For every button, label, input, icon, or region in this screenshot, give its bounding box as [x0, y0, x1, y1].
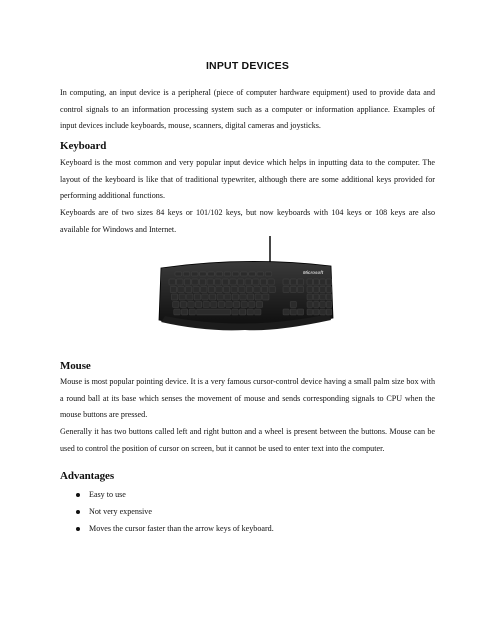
- navigation-key: [297, 279, 303, 285]
- keyboard-paragraph-2: Keyboards are of two sizes 84 keys or 101/102 keys, but now keyboards with 104 keys or 108 keys are also available for Windows and Internet.: [60, 208, 435, 234]
- key: [207, 279, 213, 285]
- keyboard-paragraph-1: Keyboard is the most common and very popular input device which helps in inputting data to the computer. The layout of the keyboard is like that of traditional typewriter, although there are some additional keys provided for performing additional functions.: [60, 158, 435, 201]
- key: [208, 287, 214, 293]
- mouse-paragraph-1: Mouse is most popular pointing device. It is a very famous cursor-control device having a small palm size box with a round ball at its base which senses the movement of mouse and sends corresponding signals to CPU when the mouse buttons are pressed.: [60, 377, 435, 420]
- numpad-key: [313, 302, 319, 308]
- function-key: [216, 272, 223, 276]
- key: [184, 279, 190, 285]
- numpad-key: [326, 302, 332, 308]
- function-key: [200, 272, 207, 276]
- key: [180, 302, 186, 308]
- function-key: [224, 272, 231, 276]
- arrow-key: [290, 302, 296, 308]
- key: [202, 294, 208, 300]
- key: [232, 294, 238, 300]
- key: [178, 287, 184, 293]
- key: [241, 302, 247, 308]
- function-key: [183, 272, 190, 276]
- numpad-key: [320, 309, 326, 315]
- key: [192, 279, 198, 285]
- key: [201, 287, 207, 293]
- key: [253, 279, 259, 285]
- key: [171, 294, 177, 300]
- numpad-key: [326, 287, 332, 293]
- key: [261, 287, 267, 293]
- bullet-icon: [76, 493, 80, 497]
- key: [232, 309, 238, 315]
- key: [233, 302, 239, 308]
- numpad-key: [313, 309, 319, 315]
- numpad-key: [326, 294, 332, 300]
- list-item: Not very expensive: [60, 503, 274, 520]
- key: [230, 279, 236, 285]
- keyboard-brand-logo: Microsoft: [303, 270, 324, 275]
- key: [246, 287, 252, 293]
- key: [209, 294, 215, 300]
- navigation-key: [290, 287, 296, 293]
- key: [223, 287, 229, 293]
- numpad-key: [320, 287, 326, 293]
- key: [222, 279, 228, 285]
- numpad-key: [313, 287, 319, 293]
- numpad-key: [307, 309, 313, 315]
- mouse-paragraph-2: Generally it has two buttons called left and right button and a wheel is present between the buttons. Mouse can be used to control the position of cursor on screen, but it cannot be used to enter text into the computer.: [60, 427, 435, 453]
- intro-paragraph: In computing, an input device is a peripheral (piece of computer hardware equipment) used to provide data and control signals to an information processing system such as a computer or information appliance. Examples of input devices include keyboards, mouse, scanners, digital cameras and joysticks.: [60, 88, 435, 131]
- key: [237, 279, 243, 285]
- key: [217, 294, 223, 300]
- key: [268, 279, 274, 285]
- key: [260, 279, 266, 285]
- key: [215, 279, 221, 285]
- key: [216, 287, 222, 293]
- bullet-icon: [76, 527, 80, 531]
- numpad-key: [313, 294, 319, 300]
- keyboard-illustration: [155, 234, 335, 334]
- function-key: [241, 272, 248, 276]
- key: [247, 309, 253, 315]
- arrow-key: [297, 309, 303, 315]
- key: [211, 302, 217, 308]
- key: [185, 287, 191, 293]
- key: [181, 309, 187, 315]
- arrow-key: [283, 309, 289, 315]
- page-title: INPUT DEVICES: [205, 60, 290, 72]
- key: [193, 287, 199, 293]
- numpad-key: [320, 294, 326, 300]
- function-key: [232, 272, 239, 276]
- list-item: Easy to use: [60, 486, 274, 503]
- keyboard-image: [155, 234, 335, 334]
- numpad-key: [307, 287, 313, 293]
- numpad-key: [307, 302, 313, 308]
- function-key: [249, 272, 256, 276]
- key: [247, 294, 253, 300]
- numpad-key: [326, 279, 332, 285]
- advantages-heading: Advantages: [60, 470, 115, 482]
- function-key: [175, 272, 182, 276]
- numpad-key: [326, 309, 332, 315]
- key: [203, 302, 209, 308]
- navigation-key: [283, 279, 289, 285]
- key: [254, 287, 260, 293]
- key: [263, 294, 269, 300]
- key: [218, 302, 224, 308]
- arrow-key: [290, 309, 296, 315]
- key: [169, 279, 175, 285]
- key: [249, 302, 255, 308]
- key: [197, 309, 231, 315]
- key: [189, 309, 195, 315]
- key: [255, 309, 261, 315]
- numpad-key: [307, 294, 313, 300]
- numpad-key: [307, 279, 313, 285]
- function-key: [257, 272, 264, 276]
- key: [240, 294, 246, 300]
- key: [174, 309, 180, 315]
- key: [256, 302, 262, 308]
- function-key: [191, 272, 198, 276]
- advantages-list: [60, 486, 274, 537]
- key: [225, 294, 231, 300]
- function-key: [265, 272, 272, 276]
- key: [194, 294, 200, 300]
- key: [199, 279, 205, 285]
- key: [187, 294, 193, 300]
- key: [255, 294, 261, 300]
- key: [239, 287, 245, 293]
- key: [226, 302, 232, 308]
- key: [195, 302, 201, 308]
- navigation-key: [283, 287, 289, 293]
- numpad-key: [320, 302, 326, 308]
- key: [179, 294, 185, 300]
- key: [231, 287, 237, 293]
- key: [245, 279, 251, 285]
- key: [177, 279, 183, 285]
- key: [239, 309, 245, 315]
- keyboard-heading: Keyboard: [60, 140, 107, 152]
- numpad-key: [320, 279, 326, 285]
- mouse-heading: Mouse: [60, 360, 91, 372]
- list-item: Moves the cursor faster than the arrow keys of keyboard.: [60, 520, 274, 537]
- key: [188, 302, 194, 308]
- key: [170, 287, 176, 293]
- key: [173, 302, 179, 308]
- navigation-key: [290, 279, 296, 285]
- function-key: [208, 272, 215, 276]
- bullet-icon: [76, 510, 80, 514]
- numpad-key: [313, 279, 319, 285]
- navigation-key: [297, 287, 303, 293]
- key: [269, 287, 275, 293]
